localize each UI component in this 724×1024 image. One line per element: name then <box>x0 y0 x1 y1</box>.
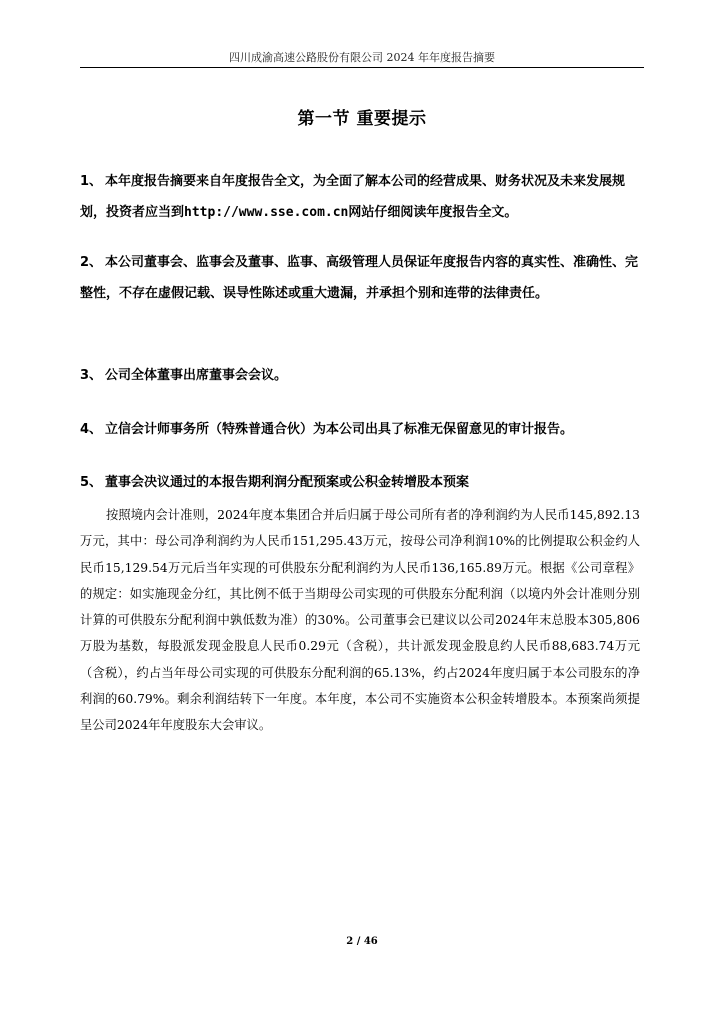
item-text: 本公司董事会、监事会及董事、监事、高级管理人员保证年度报告内容的真实性、准确性、完整性，不存在虚假记载、误导性陈述或重大遗漏，并承担个别和连带的法律责任。 <box>80 255 639 301</box>
item-number: 2、 <box>80 255 103 270</box>
item-number: 3、 <box>80 368 103 383</box>
profit-distribution-paragraph: 按照境内会计准则，2024年度本集团合并后归属于母公司所有者的净利润约为人民币145,892.13万元，其中：母公司净利润约为人民币151,295.43万元，按母公司净利润10%的比例提取公积金约人民币15,129.54万元后当年实现的可供股东分配利润约为人民币136,165.89万元。根据《公司章程》的规定：如实施现金分红，其比例不低于当期母公司实现的可供股东分配利润（以境内外会计准则分别计算的可供股东分配利润中孰低数为准）的30%。公司董事会已建议以公司2024年末总股本305,806万股为基数，每股派发现金股息人民币0.29元（含税），共计派发现金股息约人民币88,683.74万元（含税），约占当年母公司实现的可供股东分配利润的65.13%，约占2024年度归属于本公司股东的净利润的60.79%。剩余利润结转下一年度。本年度，本公司不实施资本公积金转增股本。本预案尚须提呈公司2024年年度股东大会审议。 <box>80 508 640 733</box>
header-divider <box>80 67 644 68</box>
sse-website-link[interactable]: http://www.sse.com.cn <box>184 205 349 220</box>
notice-item-5 <box>80 467 640 498</box>
item-number: 4、 <box>80 422 103 437</box>
item-number: 1、 <box>80 174 103 189</box>
notice-item-2 <box>80 247 640 309</box>
page-header: 四川成渝高速公路股份有限公司 2024 年年度报告摘要 <box>229 51 495 64</box>
notice-item-1 <box>80 166 640 228</box>
section-title: 第一节 重要提示 <box>297 109 427 129</box>
notice-item-3 <box>80 360 640 391</box>
item-number: 5、 <box>80 475 103 490</box>
item-text-tail: 网站仔细阅读年度报告全文。 <box>348 205 518 220</box>
notice-item-4 <box>80 414 640 445</box>
item-text: 本年度报告摘要来自年度报告全文，为全面了解本公司的经营成果、财务状况及未来发展规划，投资者应当到 <box>80 174 626 220</box>
page-number: 2 / 46 <box>346 936 378 947</box>
item-text: 公司全体董事出席董事会会议。 <box>105 368 288 383</box>
item-text: 董事会决议通过的本报告期利润分配预案或公积金转增股本预案 <box>105 475 470 490</box>
item-text: 立信会计师事务所（特殊普通合伙）为本公司出具了标准无保留意见的审计报告。 <box>105 422 574 437</box>
